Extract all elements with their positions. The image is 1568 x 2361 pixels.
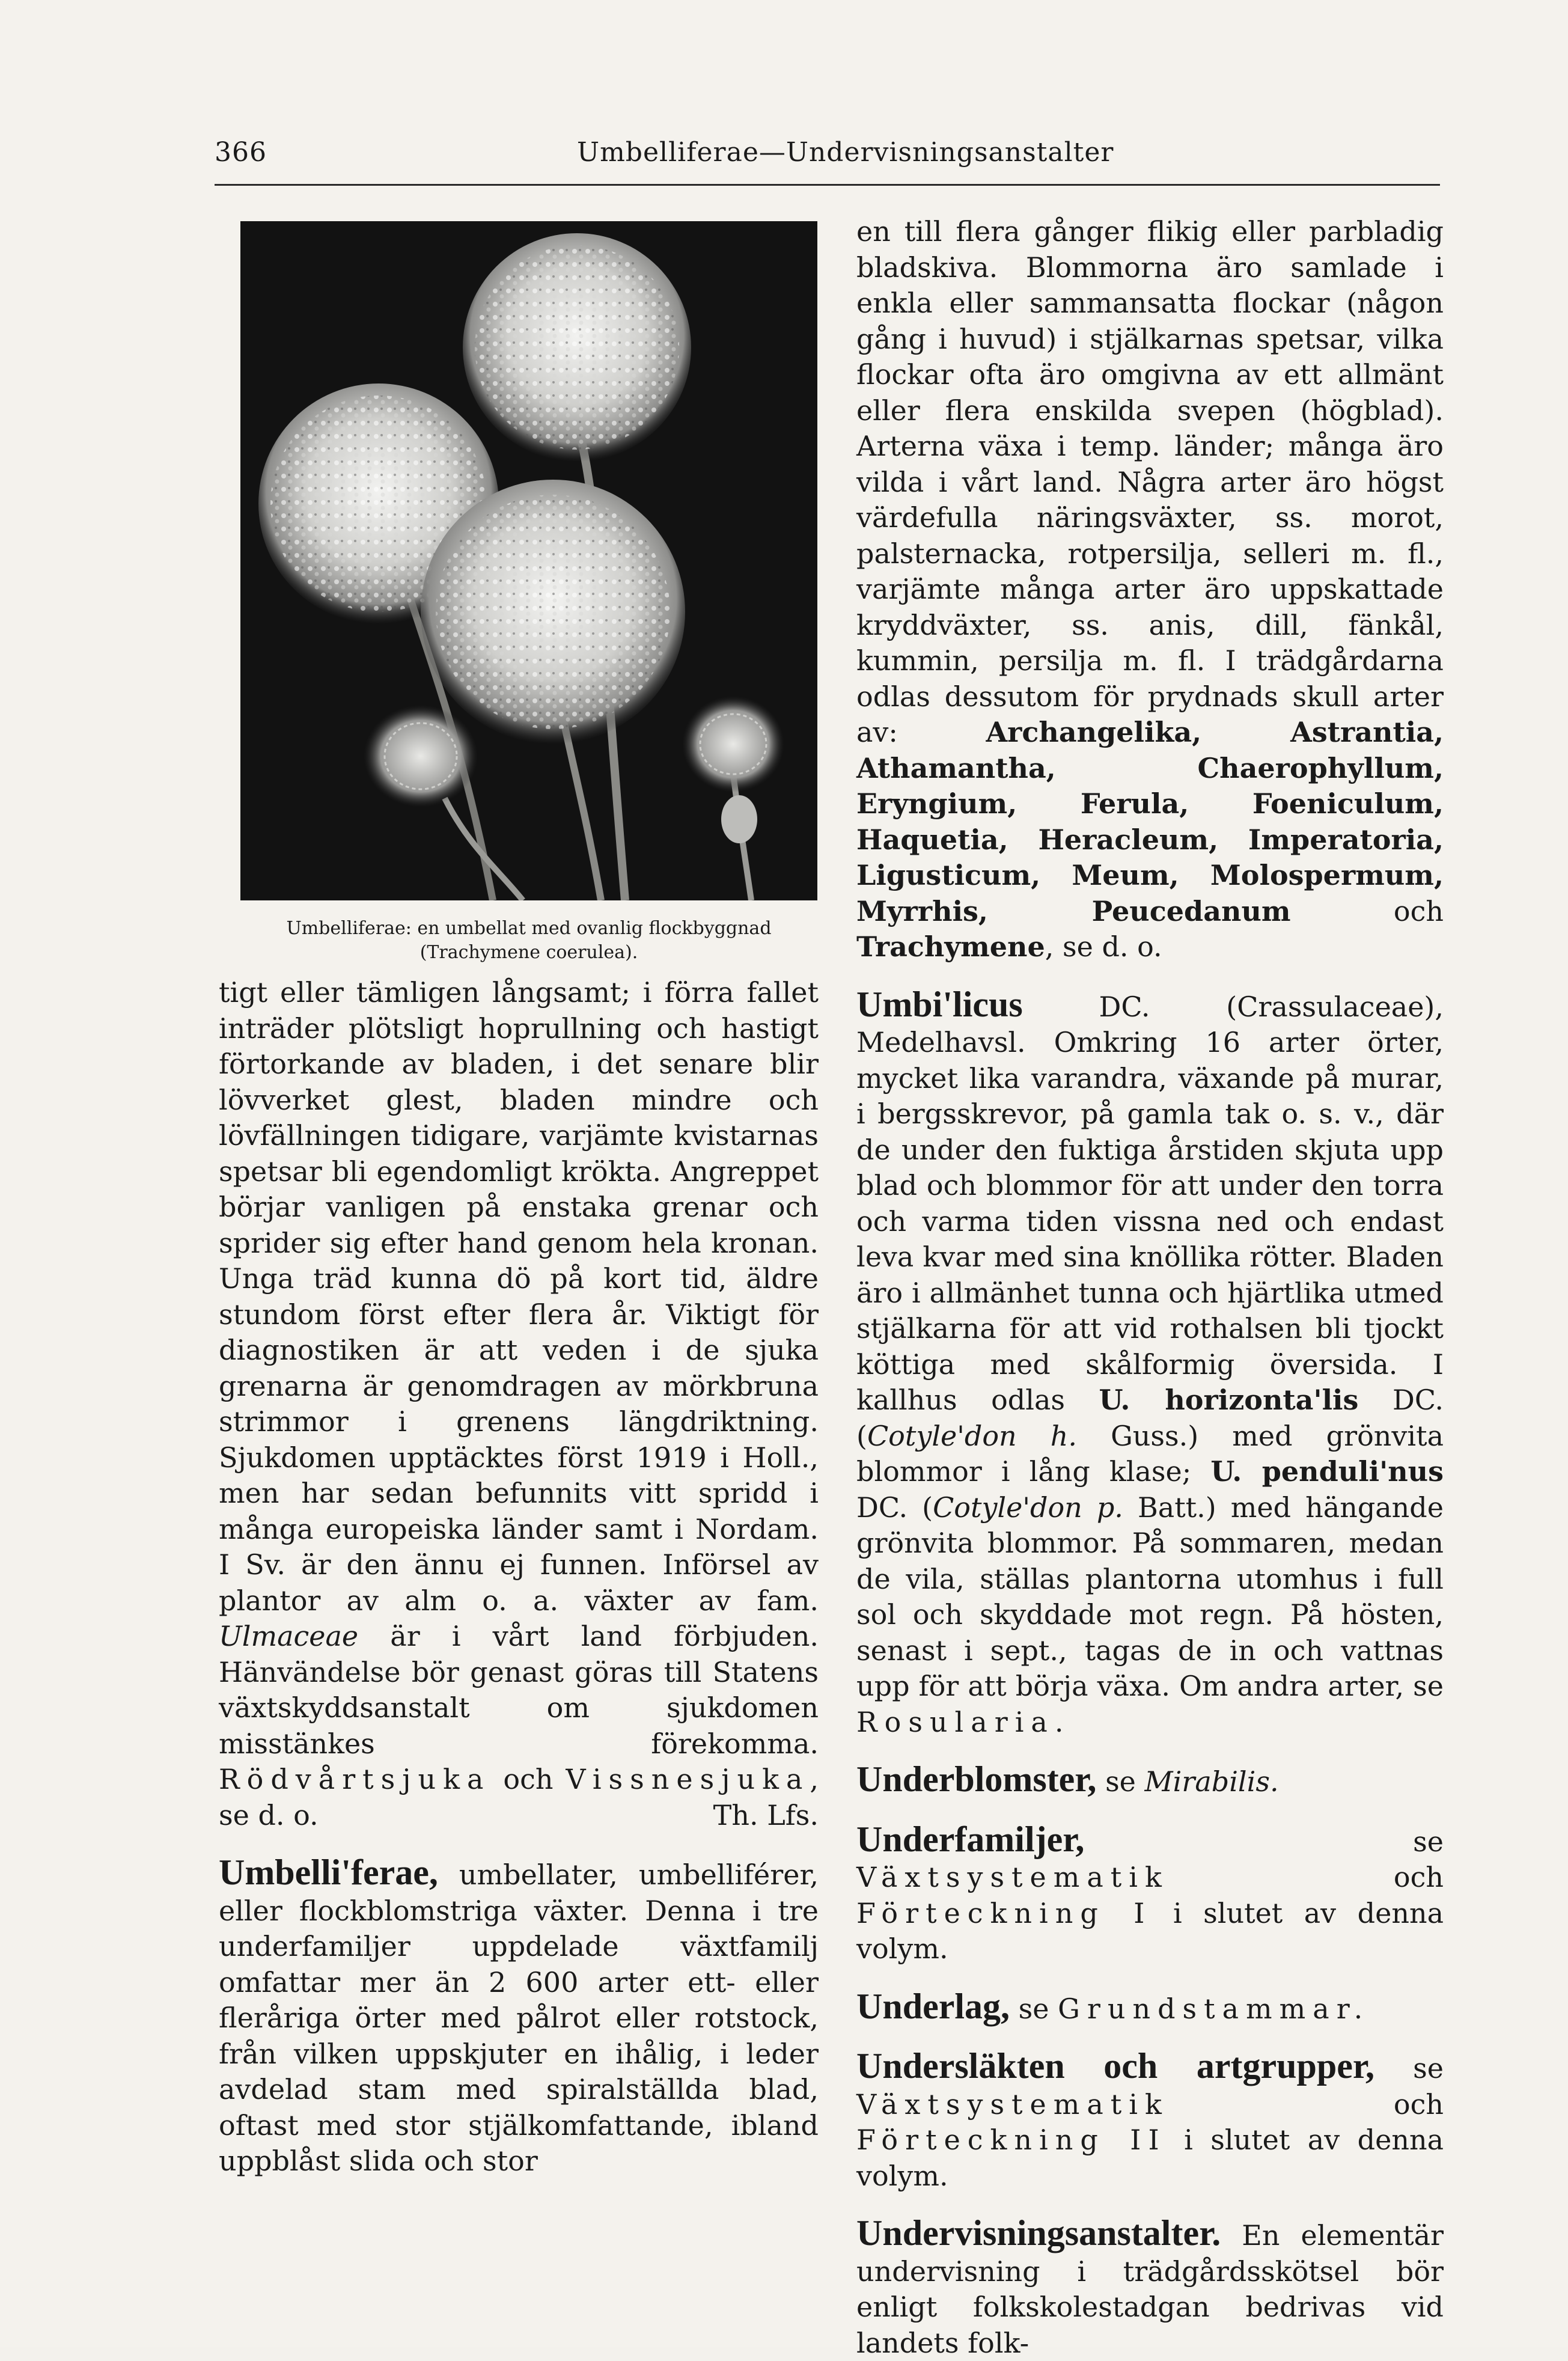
cross-reference: Växtsystematik <box>856 2088 1169 2121</box>
continuation-text-2: är i vårt land förbjuden. Hänvändelse bör genast göras till Statens växtskyddsanstalt om sjukdomen misstänkes förekomma. <box>219 1620 819 1760</box>
running-head: Umbelliferae—Undervisningsanstalter <box>577 137 1114 168</box>
entry-headword: Umbelli'ferae, <box>219 1852 438 1892</box>
italic-term: Ulmaceae <box>219 1620 359 1652</box>
entry-text: DC. ( <box>856 1491 933 1524</box>
entry-headword: Undersläkten och artgrupper, <box>856 2046 1374 2086</box>
see-label: se <box>1413 2052 1444 2085</box>
cross-reference: Vissnesjuka <box>566 1763 810 1795</box>
conjunction: och <box>1393 2088 1444 2121</box>
continuation-text: en till flera gånger flikig eller parbladig bladskiva. Blommorna äro samlade i enkla eller sammansatta flockar (någon gång i huvud) i stjälkarnas spetsar, vilka flockar ofta äro omgivna av ett allmänt eller flera enskilda svepen (högblad). Arterna växa i temp. länder; många äro vilda i vårt land. Några arter äro högst värdefulla näringsväxter, ss. morot, palsternacka, rotpersilja, selleri m. fl., varjämte många arter äro uppskattade kryddväxter, ss. anis, dill, fänkål, kummin, persilja m. fl. I trädgårdarna odlas dessutom för prydnads skull arter av: <box>856 215 1444 748</box>
cross-reference: Rosularia <box>856 1705 1055 1738</box>
entry-text: i slutet av denna volym. <box>856 2124 1444 2192</box>
figure-caption <box>240 917 817 965</box>
cross-reference: Växtsystematik <box>856 1861 1169 1893</box>
entry-underblomster <box>856 1759 1444 1800</box>
entry-headword: Underlag, <box>856 1986 1010 2026</box>
continuation-text: tigt eller tämligen långsamt; i förra fallet inträder plötsligt hoprullning och hastigt förtorkande av bladen, i det senare blir lövverket glest, bladen mindre och lövfällningen tidigare, varjämte kvistarnas spetsar bli egendomligt krökta. Angreppet börjar vanligen på enstaka grenar och sprider sig efter hand genom hela kronan. Unga träd kunna dö på kort tid, äldre stundom först efter flera år. Viktigt för diagnostiken är att veden i de sjuka grenarna är genomdragen av mörkbruna strimmor i grenens längdriktning. Sjukdomen upptäcktes först 1919 i Holl., men har sedan befunnits vitt spridd i många europeiska länder samt i Nordam. I Sv. är den ännu ej funnen. Införsel av plantor av alm o. a. växter av fam. <box>219 976 819 1617</box>
entry-text: i slutet av denna volym. <box>856 1896 1444 1965</box>
continuation-end: , se d. o. <box>219 1763 819 1831</box>
continued-umbelliferae-text <box>856 214 1444 965</box>
entry-underfamiljer <box>856 1819 1444 1967</box>
cross-reference: Grundstammar. <box>1058 1992 1370 2025</box>
entry-underslakten <box>856 2048 1444 2194</box>
entry-umbelliferae <box>219 1852 819 2179</box>
right-column <box>856 214 1444 2361</box>
entry-text: Batt.) med hängande grönvita blommor. På sommaren, medan de vila, ställas plantorna utomhus i full sol och skyddade mot regn. På hösten, senast i sept., tagas de in och vattnas upp för att börja växa. Om andra arter, se <box>856 1491 1444 1702</box>
entry-headword: Underblomster, <box>856 1759 1097 1799</box>
synonym: Cotyle'don h. <box>867 1419 1077 1452</box>
entry-text: umbellater, umbelliférer, eller flockblomstriga växter. Denna i tre underfamiljer uppdelade växtfamilj omfattar mer än 2 600 arter ett- eller fleråriga örter med pålrot eller rotstock, från vilken uppskjuter en ihålig, i leder avdelad stam med spiralställda blad, oftast med stor stjälkomfattande, ibland uppblåst slida och stor <box>219 1859 819 2177</box>
caption-line-2: (Trachymene coerulea). <box>419 942 638 963</box>
cross-reference: Mirabilis. <box>1144 1765 1279 1798</box>
continuation-end: , se d. o. <box>1045 930 1162 963</box>
entry-end: . <box>1054 1705 1064 1738</box>
left-column <box>219 975 819 2179</box>
see-label: se <box>1105 1765 1136 1798</box>
cross-reference: Rödvårtsjuka <box>219 1763 491 1795</box>
entry-headword: Umbi'licus <box>856 984 1023 1024</box>
page-number: 366 <box>215 137 267 168</box>
cross-reference: Förteckning I <box>856 1896 1152 1929</box>
entry-headword: Underfamiljer, <box>856 1819 1085 1859</box>
entry-umbilicus <box>856 984 1444 1741</box>
see-label: se <box>1413 1825 1444 1858</box>
conjunction: och <box>1393 1861 1444 1893</box>
cross-reference: Förteckning II <box>856 2124 1167 2156</box>
continued-article-text <box>219 975 819 1833</box>
genus-name: Trachymene <box>856 930 1045 963</box>
caption-line-1: Umbelliferae: en umbellat med ovanlig flockbyggnad <box>286 918 772 939</box>
flower-illustration <box>240 221 817 900</box>
conjunction: och <box>1393 894 1444 927</box>
conjunction: och <box>503 1763 554 1795</box>
entry-undervisningsanstalter <box>856 2213 1444 2361</box>
entry-text: DC. ( <box>856 1384 1444 1452</box>
author-signature: Th. Lfs. <box>713 1798 819 1831</box>
species-name: U. penduli'nus <box>1210 1455 1444 1488</box>
see-label: se <box>1018 1992 1049 2025</box>
genera-list: Archangelika, Astrantia, Athamantha, Chaerophyllum, Eryngium, Ferula, Foeniculum, Haquetia, Heracleum, Imperatoria, Ligusticum, Meum, Molospermum, Myrrhis, Peucedanum <box>856 716 1444 927</box>
entry-underlag <box>856 1986 1444 2027</box>
synonym: Cotyle'don p. <box>933 1491 1123 1524</box>
entry-headword: Undervisningsanstalter. <box>856 2213 1221 2253</box>
header-rule <box>215 184 1440 186</box>
entry-text: En elementär undervisning i trädgårdsskötsel bör enligt folkskolestadgan bedrivas vid landets folk- <box>856 2219 1444 2359</box>
flower-photograph <box>240 221 817 900</box>
species-name: U. horizonta'lis <box>1099 1384 1359 1416</box>
entry-text: DC. (Crassulaceae), Medelhavsl. Omkring 16 arter örter, mycket lika varandra, växande på murar, i bergsskrevor, på gamla tak o. s. v., där de under den fuktiga årstiden skjuta upp blad och blommor för att under den torra och varma tiden vissna ned och endast leva kvar med sina knöllika rötter. Bladen äro i allmänhet tunna och hjärtlika utmed stjälkarna för att vid rothalsen bli tjockt köttiga med skålformig översida. I kallhus odlas <box>856 990 1444 1416</box>
entry-text: Guss.) med grönvita blommor i lång klase; <box>856 1419 1444 1488</box>
